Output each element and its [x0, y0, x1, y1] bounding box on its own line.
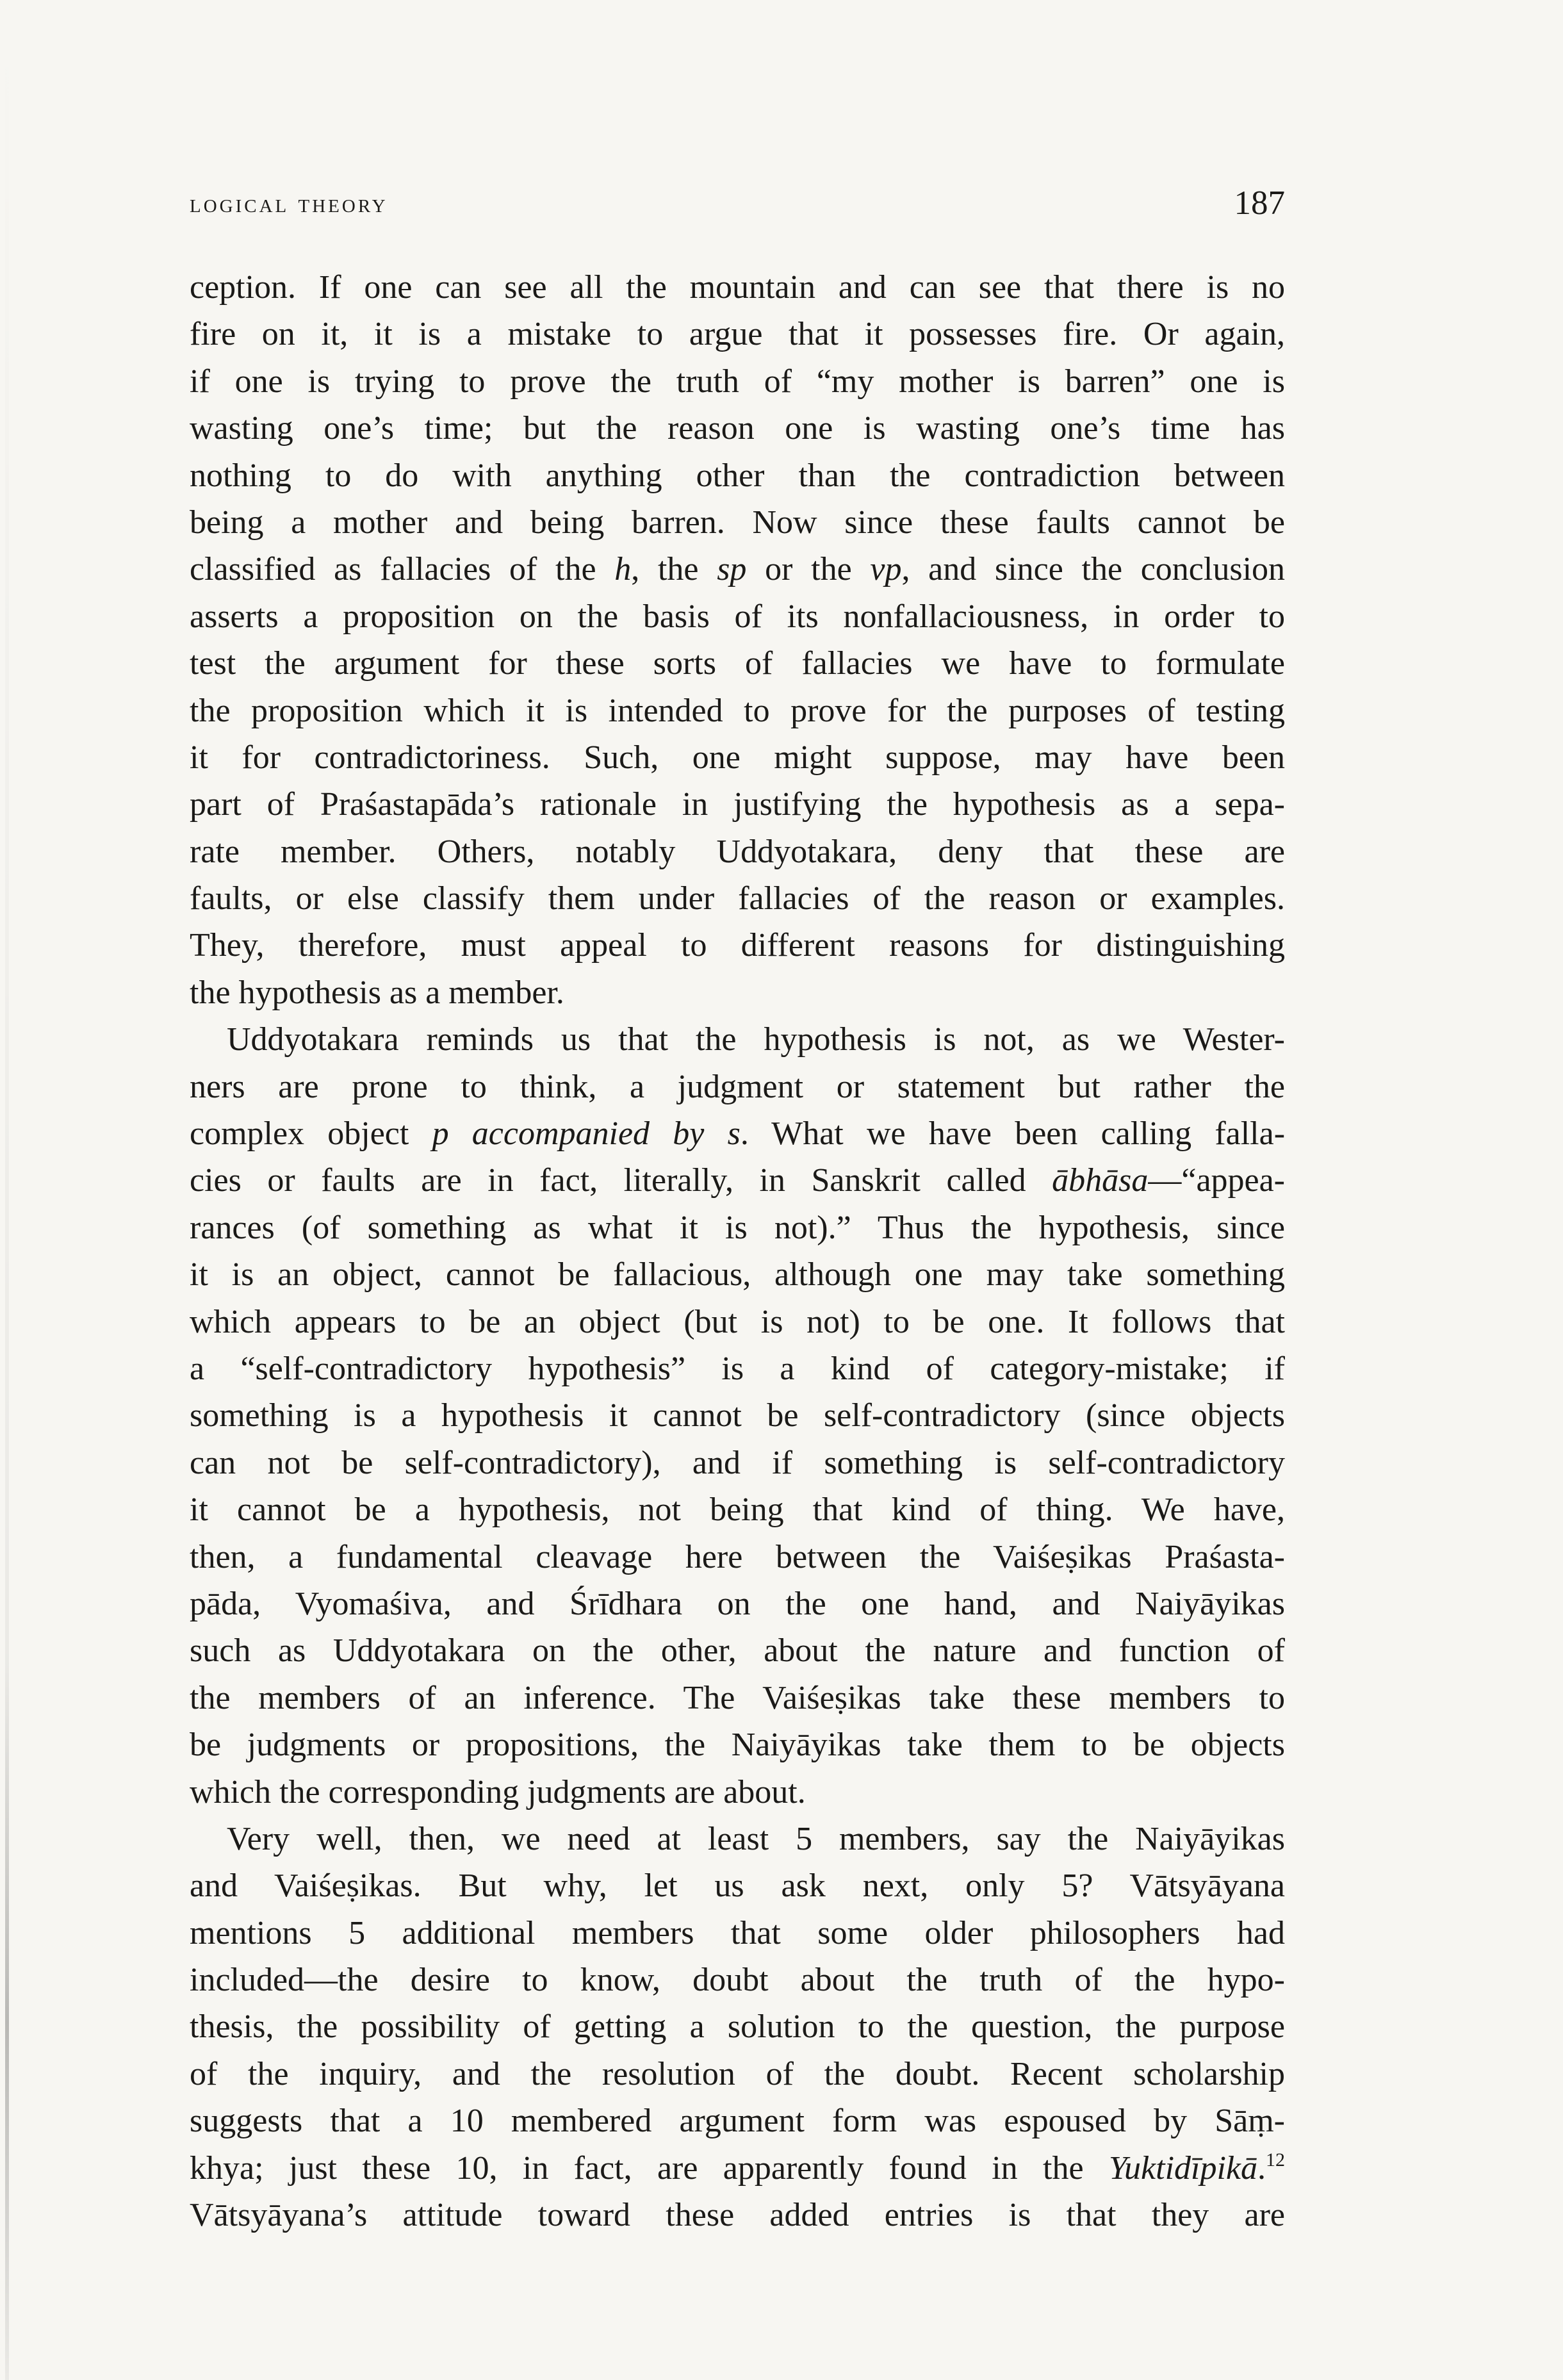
text-line: nothing to do with anything other than the contradiction between	[190, 457, 1285, 494]
text-line: Very well, then, we need at least 5 members, say the Naiyāyikas	[227, 1820, 1285, 1857]
text-line: which the corresponding judgments are about.	[190, 1773, 806, 1810]
text-line: if one is trying to prove the truth of “my mother is barren” one is	[190, 363, 1285, 400]
text-line: wasting one’s time; but the reason one is wasting one’s time has	[190, 410, 1285, 447]
text-line: which appears to be an object (but is not) to be one. It follows that	[190, 1303, 1285, 1340]
binding-edge	[5, 0, 9, 2380]
page-header	[190, 181, 1285, 226]
text-line: can not be self-contradictory), and if something is self-contradictory	[190, 1444, 1285, 1481]
text-line: fire on it, it is a mistake to argue that it possesses fire. Or again,	[190, 316, 1285, 353]
text-line: suggests that a 10 membered argument form was espoused by Sāṃ-	[190, 2103, 1285, 2140]
running-head: logical theory	[190, 188, 388, 218]
text-line: pāda, Vyomaśiva, and Śrīdhara on the one hand, and Naiyāyikas	[190, 1585, 1285, 1622]
text-line: complex object p accompanied by s. What we have been calling falla-	[190, 1115, 1286, 1153]
text-line: khya; just these 10, in fact, are apparently found in the Yuktidīpikā.$^{12}$	[190, 2149, 1285, 2187]
text-line: something is a hypothesis it cannot be self-contradictory (since objects	[190, 1397, 1285, 1434]
text-line: mentions 5 additional members that some older philosophers had	[190, 1914, 1285, 1951]
text-line: the proposition which it is intended to prove for the purposes of testing	[190, 692, 1285, 729]
text-line: rances (of something as what it is not).” Thus the hypothesis, since	[190, 1209, 1285, 1246]
text-line: Uddyotakara reminds us that the hypothesis is not, as we Wester-	[227, 1021, 1285, 1058]
paragraph	[190, 264, 1285, 1016]
paragraph	[190, 1016, 1285, 1816]
text-line: asserts a proposition on the basis of its nonfallaciousness, in order to	[190, 598, 1285, 635]
paragraph	[190, 1816, 1285, 2239]
text-line: it is an object, cannot be fallacious, although one may take something	[190, 1256, 1285, 1293]
text-line: it cannot be a hypothesis, not being that kind of thing. We have,	[190, 1491, 1285, 1529]
body-text	[190, 264, 1285, 2238]
text-line: be judgments or propositions, the Naiyāyikas take them to be objects	[190, 1727, 1285, 1764]
text-line: ners are prone to think, a judgment or statement but rather the	[190, 1068, 1285, 1105]
text-line: Vātsyāyana’s attitude toward these added entries is that they are	[190, 2197, 1285, 2234]
text-line: it for contradictoriness. Such, one might suppose, may have been	[190, 739, 1285, 776]
text-line: a “self-contradictory hypothesis” is a kind of category-mistake; if	[190, 1350, 1285, 1387]
text-line: part of Praśastapāda’s rationale in justifying the hypothesis as a sepa-	[190, 786, 1285, 823]
text-line: such as Uddyotakara on the other, about the nature and function of	[190, 1632, 1285, 1670]
text-line: cies or faults are in fact, literally, in Sanskrit called ābhāsa—“appea-	[190, 1162, 1285, 1199]
text-line: classified as fallacies of the h, the sp or the vp, and since the conclusion	[190, 551, 1286, 588]
text-line: faults, or else classify them under fallacies of the reason or examples.	[190, 880, 1285, 917]
text-line: thesis, the possibility of getting a solution to the question, the purpose	[190, 2008, 1285, 2046]
text-line: included—the desire to know, doubt about the truth of the hypo-	[190, 1962, 1285, 1999]
text-line: of the inquiry, and the resolution of the doubt. Recent scholarship	[190, 2055, 1285, 2092]
text-line: They, therefore, must appeal to different reasons for distinguishing	[190, 927, 1285, 964]
text-line: then, a fundamental cleavage here between the Vaiśeṣikas Praśasta-	[190, 1538, 1285, 1575]
text-line: test the argument for these sorts of fallacies we have to formulate	[190, 645, 1285, 682]
text-line: the members of an inference. The Vaiśeṣikas take these members to	[190, 1679, 1285, 1716]
text-line: rate member. Others, notably Uddyotakara, deny that these are	[190, 833, 1285, 870]
text-line: being a mother and being barren. Now since these faults cannot be	[190, 504, 1285, 541]
text-line: the hypothesis as a member.	[190, 974, 564, 1011]
text-line: and Vaiśeṣikas. But why, let us ask next, only 5? Vātsyāyana	[190, 1867, 1285, 1905]
page-number: 187	[1234, 185, 1285, 222]
text-line: ception. If one can see all the mountain and can see that there is no	[190, 269, 1285, 306]
